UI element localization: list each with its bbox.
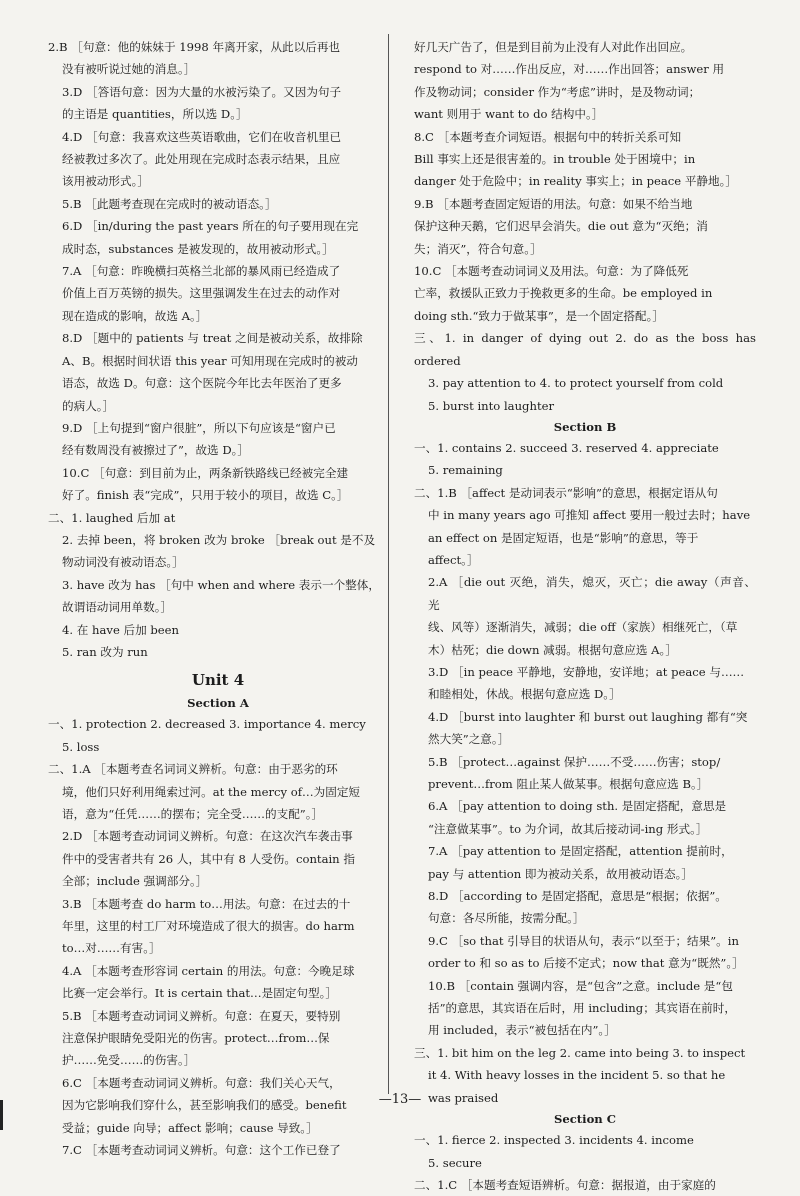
- answer-line: 故谓语动词用单数。］: [62, 600, 173, 615]
- answer-line: affect。］: [428, 552, 479, 567]
- answer-line: 线、风等）逐渐消失，减弱；die off（家族）相继死亡，（草: [428, 620, 738, 635]
- answer-line: 二、1. laughed 后加 at: [48, 510, 176, 525]
- answer-line: 注意保护眼睛免受阳光的伤害。protect…from…保: [62, 1031, 330, 1046]
- answer-line: 和睦相处，休战。根据句意应选 D。］: [428, 687, 621, 702]
- answer-line: 4.D ［burst into laughter 和 burst out laughing 都有“突: [428, 709, 748, 724]
- answer-line: 一、1. contains 2. succeed 3. reserved 4. appreciate: [414, 440, 719, 455]
- column-divider: [388, 34, 389, 1094]
- answer-line: 3. pay attention to 4. to protect yourself from cold: [428, 376, 724, 391]
- answer-line: 经被教过多次了。此处用现在完成时态表示结果，且应: [62, 152, 341, 167]
- answer-line: 4.D ［句意：我喜欢这些英语歌曲，它们在收音机里已: [62, 129, 342, 144]
- answer-line: it 4. With heavy losses in the incident 5. so that he: [428, 1068, 726, 1083]
- answer-line: 8.D ［according to 是固定搭配，意思是“根据；依据”。: [428, 889, 727, 904]
- answer-line: 失；消灭”，符合句意。］: [414, 241, 542, 256]
- right-column: [414, 36, 756, 1196]
- scan-edge-mark: [0, 1100, 3, 1130]
- answer-line: 5. remaining: [428, 463, 503, 478]
- left-column: [48, 36, 388, 1162]
- section-heading: Section A: [187, 696, 249, 711]
- answer-line: 4. 在 have 后加 been: [62, 622, 179, 637]
- answer-line: 5. ran 改为 run: [62, 644, 148, 659]
- answer-line: 件中的受害者共有 26 人，其中有 8 人受伤。contain 指: [62, 851, 355, 866]
- answer-line: 4.A ［本题考查形容词 certain 的用法。句意：今晚足球: [62, 963, 355, 978]
- answer-line: 5.B ［本题考查动词词义辨析。句意：在夏天，要特别: [62, 1008, 341, 1023]
- answer-line: 一、1. fierce 2. inspected 3. incidents 4. income: [414, 1133, 694, 1148]
- section-heading: Section C: [554, 1112, 616, 1127]
- answer-line: was praised: [428, 1090, 499, 1105]
- section-heading: Section B: [553, 419, 617, 434]
- answer-line: 5.B ［protect…against 保护……不受……伤害；stop/: [428, 754, 721, 769]
- answer-line: 3.D ［in peace 平静地，安静地，安详地；at peace 与……: [428, 664, 745, 679]
- answer-line: 8.C ［本题考查介词短语。根据句中的转折关系可知: [414, 129, 682, 144]
- answer-line: 年里，这里的村工厂对环境造成了很大的损害。do harm: [62, 919, 355, 934]
- answer-line: order to 和 so as to 后接不定式；now that 意为“既然”。］: [428, 956, 744, 971]
- answer-line: 物动词没有被动语态。］: [62, 555, 184, 570]
- answer-line: 该用被动形式。］: [62, 174, 149, 189]
- answer-line: 三、1. bit him on the leg 2. came into being 3. to inspect: [414, 1045, 746, 1060]
- answer-line: 2.A ［die out 灭绝，消失，熄灭，灭亡；die away（声音、光: [428, 575, 756, 612]
- answer-line: 6.C ［本题考查动词词义辨析。句意：我们关心天气，: [62, 1075, 341, 1090]
- answer-line: 10.C ［本题考查动词词义及用法。句意：为了降低死: [414, 264, 689, 279]
- answer-line: 语，意为“任凭……的摆布；完全受……的支配”。］: [62, 807, 324, 821]
- answer-line: 的主语是 quantities，所以选 D。］: [62, 107, 248, 122]
- answer-line: 句意：各尽所能，按需分配。］: [428, 911, 585, 926]
- answer-line: 然大笑”之意。］: [428, 732, 510, 747]
- answer-line: 亡率，救援队正致力于挽救更多的生命。be employed in: [414, 286, 713, 301]
- answer-line: pay 与 attention 即为被动关系，故用被动语态。］: [428, 866, 694, 881]
- answer-line: 全部；include 强调部分。］: [62, 874, 208, 889]
- answer-line: 6.A ［pay attention to doing sth. 是固定搭配，意思是: [428, 799, 727, 814]
- answer-line: 好了。finish 表“完成”，只用于较小的项目，故选 C。］: [62, 488, 349, 503]
- answer-line: 10.C ［句意：到目前为止，两条新铁路线已经被完全建: [62, 465, 349, 480]
- answer-line: 5. secure: [428, 1155, 482, 1170]
- answer-line: 3. have 改为 has ［句中 when and where 表示一个整体，: [62, 577, 380, 592]
- answer-line: prevent…from 阻止某人做某事。根据句意应选 B。］: [428, 777, 709, 791]
- answer-line: 境，他们只好利用绳索过河。at the mercy of…为固定短: [62, 784, 361, 799]
- answer-line: 的病人。］: [62, 398, 115, 413]
- answer-line: 9.D ［上句提到“窗户很脏”，所以下句应该是“窗户已: [62, 420, 336, 435]
- answer-line: 价值上百万英镑的损失。这里强调发生在过去的动作对: [62, 286, 341, 301]
- answer-line: 作及物动词；consider 作为“考虑”讲时，是及物动词；: [414, 84, 701, 99]
- page-number: —13—: [378, 1092, 422, 1107]
- answer-line: 受益；guide 向导；affect 影响；cause 导致。］: [62, 1120, 318, 1135]
- answer-line: 二、1.C ［本题考查短语辨析。句意：据报道，由于家庭的: [414, 1177, 716, 1192]
- answer-line: 10.B ［contain 强调内容，是“包含”之意。include 是“包: [428, 978, 733, 993]
- answer-line: 木）枯死；die down 减弱。根据句意应选 A。］: [428, 642, 677, 657]
- answer-line: 2. 去掉 been，将 broken 改为 broke ［break out 是不及: [62, 532, 376, 547]
- answer-line: 2.D ［本题考查动词词义辨析。句意：在这次汽车袭击事: [62, 829, 353, 844]
- unit-heading: Unit 4: [191, 671, 245, 690]
- answer-line: 用 included，表示“被包括在内”。］: [428, 1023, 616, 1038]
- answer-line: 9.C ［so that 引导目的状语从句，表示“以至于；结果”。in: [428, 933, 739, 948]
- answer-line: 7.A ［pay attention to 是固定搭配，attention 提前时，: [428, 844, 733, 859]
- answer-line: danger 处于危险中；in reality 事实上；in peace 平静地。］: [414, 174, 737, 189]
- answer-line: 护……免受……的伤害。］: [62, 1053, 196, 1068]
- answer-line: 5.B ［此题考查现在完成时的被动语态。］: [62, 196, 277, 211]
- answer-line: 三、1. in danger of dying out 2. do as the boss has ordered: [414, 331, 756, 368]
- answer-line: 3.D ［答语句意：因为大量的水被污染了。又因为句子: [62, 84, 342, 99]
- answer-line: 5. loss: [62, 739, 100, 754]
- answer-line: 因为它影响我们穿什么，甚至影响我们的感受。benefit: [62, 1098, 347, 1113]
- answer-line: 经有数周没有被擦过了”，故选 D。］: [62, 443, 250, 458]
- answer-line: 2.B ［句意：他的妹妹于 1998 年离开家，从此以后再也: [48, 40, 341, 54]
- answer-line: 保护这种天鹅，它们迟早会消失。die out 意为“灭绝；消: [414, 219, 708, 234]
- answer-line: doing sth.“致力于做某事”，是一个固定搭配。］: [414, 308, 664, 323]
- answer-line: 没有被听说过她的消息。］: [62, 62, 196, 77]
- answer-line: respond to 对……作出反应，对……作出回答；answer 用: [414, 62, 725, 77]
- answer-line: 5. burst into laughter: [428, 398, 555, 413]
- answer-line: A、B。根据时间状语 this year 可知用现在完成时的被动: [62, 353, 358, 368]
- answer-line: 7.A ［句意：昨晚横扫英格兰北部的暴风雨已经造成了: [62, 264, 341, 279]
- answer-line: 比赛一定会举行。It is certain that…是固定句型。］: [62, 986, 337, 1001]
- answer-line: 现在造成的影响，故选 A。］: [62, 308, 208, 323]
- answer-line: 成时态，substances 是被发现的，故用被动形式。］: [62, 241, 334, 256]
- answer-line: 6.D ［in/during the past years 所在的句子要用现在完: [62, 219, 359, 234]
- answer-line: Bill 事实上还是很害羞的。in trouble 处于困境中；in: [414, 152, 696, 167]
- answer-line: 中 in many years ago 可推知 affect 要用一般过去时；have: [428, 508, 751, 523]
- answer-line: 3.B ［本题考查 do harm to…用法。句意：在过去的十: [62, 896, 351, 911]
- answer-line: to…对……有害。］: [62, 941, 161, 956]
- answer-line: an effect on 是固定短语，也是“影响”的意思，等于: [428, 530, 699, 545]
- answer-line: 好几天广告了，但是到目前为止没有人对此作出回应。: [414, 40, 693, 54]
- answer-line: 8.D ［题中的 patients 与 treat 之间是被动关系，故排除: [62, 331, 363, 346]
- answer-line: 二、1.B ［affect 是动词表示“影响”的意思，根据定语从句: [414, 485, 718, 500]
- answer-line: 7.C ［本题考查动词词义辨析。句意：这个工作已登了: [62, 1143, 341, 1158]
- answer-line: “注意做某事”。to 为介词，故其后接动词-ing 形式。］: [428, 821, 708, 836]
- answer-line: 语态，故选 D。句意：这个医院今年比去年医治了更多: [62, 376, 342, 391]
- answer-line: want 则用于 want to do 结构中。］: [414, 107, 604, 122]
- answer-line: 9.B ［本题考查固定短语的用法。句意：如果不给当地: [414, 196, 693, 211]
- answer-line: 括”的意思，其宾语在后时，用 including；其宾语在前时，: [428, 1001, 736, 1016]
- answer-line: 二、1.A ［本题考查名词词义辨析。句意：由于恶劣的环: [48, 762, 338, 777]
- answer-line: 一、1. protection 2. decreased 3. importance 4. mercy: [48, 717, 366, 732]
